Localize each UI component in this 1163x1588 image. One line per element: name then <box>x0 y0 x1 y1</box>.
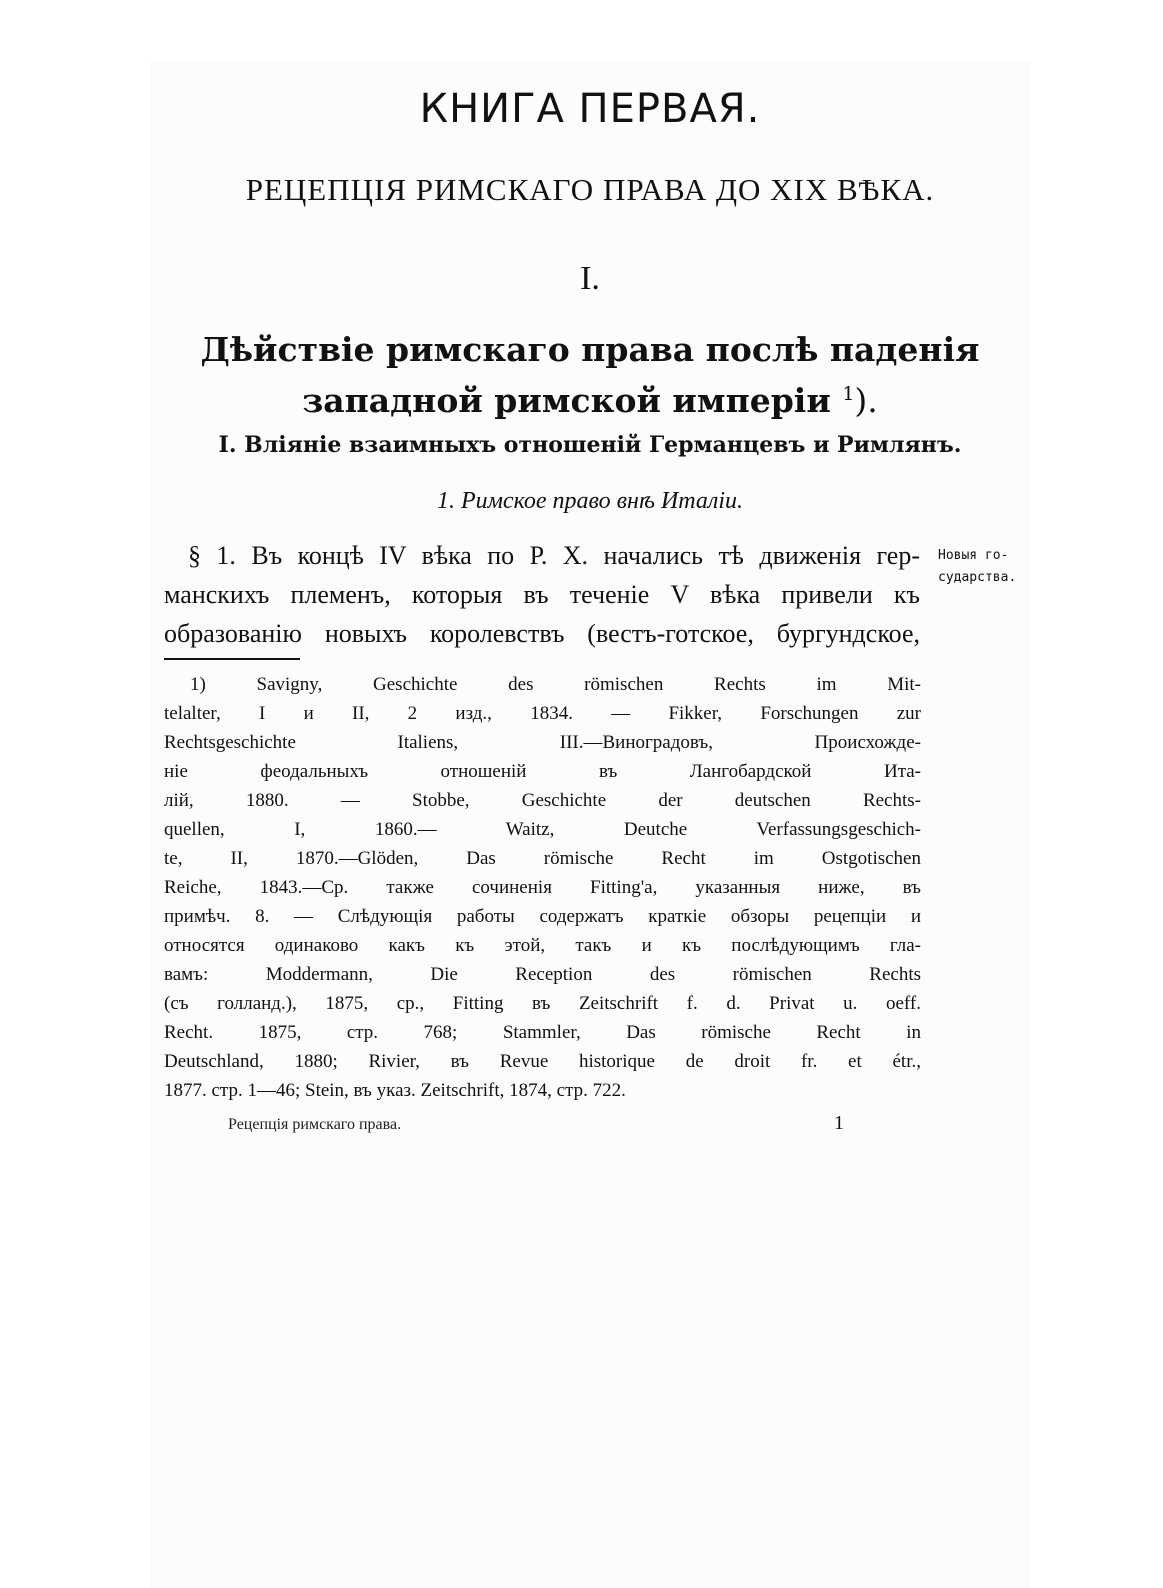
footnote-line: te, II, 1870.—Glöden, Das römische Recht im Ostgotischen <box>164 848 921 869</box>
footnote-line: Recht. 1875, стр. 768; Stammler, Das römische Recht in <box>164 1022 921 1043</box>
book-subtitle: РЕЦЕПЦІЯ РИМСКАГО ПРАВА ДО XIX ВѢКА. <box>245 172 935 207</box>
footnote-line: относятся одинаково какъ къ этой, такъ и къ послѣдующимъ гла- <box>164 935 921 956</box>
section-heading: I. Вліяніе взаимныхъ отношеній Германцевъ и Римлянъ. <box>218 432 962 458</box>
footnote-line: лій, 1880. — Stobbe, Geschichte der deutschen Rechts- <box>164 790 921 811</box>
main-text-line: манскихъ племенъ, которыя въ теченіе V вѣка привели къ <box>164 580 920 609</box>
running-footer: Рецепція римскаго права. <box>228 1116 402 1133</box>
footnote-line: Deutschland, 1880; Rivier, въ Revue historique de droit fr. et étr., <box>164 1051 921 1072</box>
footnote-line: 1877. стр. 1—46; Stein, въ указ. Zeitschrift, 1874, стр. 722. <box>164 1080 626 1101</box>
footnote-line: вамъ: Moddermann, Die Reception des römischen Rechts <box>164 964 921 985</box>
footnote-line: quellen, I, 1860.— Waitz, Deutche Verfassungsgeschich- <box>164 819 921 840</box>
footnote-line: Rechtsgeschichte Italiens, III.—Виноградовъ, Происхожде- <box>164 732 921 753</box>
margin-note-line: сударства. <box>938 570 1017 585</box>
margin-note <box>938 545 1038 589</box>
footnote-line: Reiche, 1843.—Ср. также сочиненія Fitting'a, указанныя ниже, въ <box>164 877 921 898</box>
chapter-title-line1: Дѣйствіе римскаго права послѣ паденія <box>200 330 980 369</box>
margin-note-line: Новыя го- <box>938 548 1009 563</box>
chapter-number: I. <box>580 260 600 297</box>
footnote-line: (съ голланд.), 1875, ср., Fitting въ Zeitschrift f. d. Privat u. oeff. <box>164 993 921 1014</box>
footnote-line: 1) Savigny, Geschichte des römischen Rechts im Mit- <box>190 674 921 695</box>
footnote-divider <box>164 658 300 660</box>
main-text-line: образованію новыхъ королевствъ (вестъ-готское, бургундское, <box>164 619 920 648</box>
subsection-heading: 1. Римское право внѣ Италіи. <box>436 488 744 514</box>
chapter-title-paren: ). <box>854 381 878 420</box>
footnotes <box>164 670 921 1105</box>
footnote-line: примѣч. 8. — Слѣдующія работы содержатъ краткіе обзоры рецепціи и <box>164 906 921 927</box>
footnote-line: telalter, I и II, 2 изд., 1834. — Fikker, Forschungen zur <box>164 703 921 724</box>
main-text-line: § 1. Въ концѣ IV вѣка по Р. X. начались тѣ движенія гер- <box>188 541 920 570</box>
book-title: КНИГА ПЕРВАЯ. <box>419 86 761 132</box>
chapter-title-line2: западной римской имперіи <box>302 381 831 420</box>
chapter-title-footnote-ref[interactable]: 1 <box>842 383 855 405</box>
main-paragraph <box>164 536 920 653</box>
footnote-line: ніе феодальныхъ отношеній въ Лангобардской Ита- <box>164 761 921 782</box>
chapter-title <box>150 328 1030 423</box>
page-number: 1 <box>834 1112 844 1134</box>
